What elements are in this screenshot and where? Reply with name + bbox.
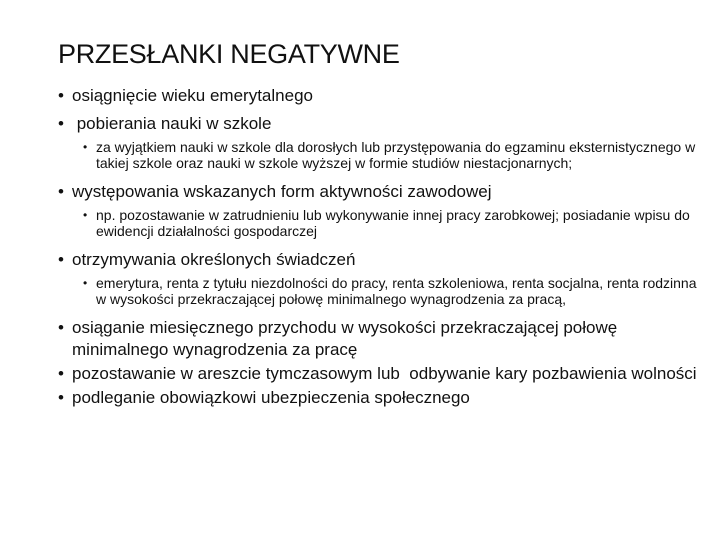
- bullet-item: [58, 181, 698, 203]
- bullet-marker: •: [58, 250, 64, 269]
- bullet-text: pozostawanie w areszcie tymczasowym lub odbywanie kary pozbawienia wolności: [72, 364, 697, 383]
- sub-bullet-text: za wyjątkiem nauki w szkole dla dorosłych lub przystępowania do egzaminu eksternistycznego w takiej szkole oraz nauki w szkole wyższej w formie studiów niestacjonarnych;: [96, 139, 696, 171]
- sub-bullet-item: [83, 207, 698, 239]
- bullet-marker: •: [58, 114, 64, 133]
- bullet-item: [58, 113, 698, 135]
- bullet-item: [58, 387, 698, 409]
- bullet-marker: •: [58, 388, 64, 407]
- bullet-text: otrzymywania określonych świadczeń: [72, 250, 356, 269]
- bullet-marker: •: [58, 182, 64, 201]
- sub-bullet-marker: •: [83, 140, 88, 154]
- sub-bullet-marker: •: [83, 208, 88, 222]
- bullet-text: pobierania nauki w szkole: [72, 114, 272, 133]
- bullet-item: [58, 85, 698, 107]
- bullet-marker: •: [58, 86, 64, 105]
- bullet-text: podleganie obowiązkowi ubezpieczenia społecznego: [72, 388, 470, 407]
- sub-bullet-text: emerytura, renta z tytułu niezdolności do pracy, renta szkoleniowa, renta socjalna, renta rodzinna w wysokości przekraczającej połowę minimalnego wynagrodzenia za pracą,: [96, 275, 697, 307]
- sub-bullet-item: [83, 275, 698, 307]
- bullet-text: osiąganie miesięcznego przychodu w wysokości przekraczającej połowę minimalnego wynagrodzenia za pracę: [72, 318, 618, 359]
- sub-bullet-item: [83, 139, 698, 171]
- bullet-text: występowania wskazanych form aktywności zawodowej: [72, 182, 492, 201]
- bullet-item: [58, 249, 698, 271]
- bullet-text: osiągnięcie wieku emerytalnego: [72, 86, 313, 105]
- bullet-marker: •: [58, 364, 64, 383]
- bullet-item: [58, 363, 698, 385]
- bullet-marker: •: [58, 318, 64, 337]
- slide-title: PRZESŁANKI NEGATYWNE: [58, 39, 400, 69]
- bullet-list: [58, 85, 698, 415]
- bullet-item: [58, 317, 698, 361]
- sub-bullet-marker: •: [83, 276, 88, 290]
- sub-bullet-text: np. pozostawanie w zatrudnieniu lub wykonywanie innej pracy zarobkowej; posiadanie wpisu do ewidencji działalności gospodarczej: [96, 207, 690, 239]
